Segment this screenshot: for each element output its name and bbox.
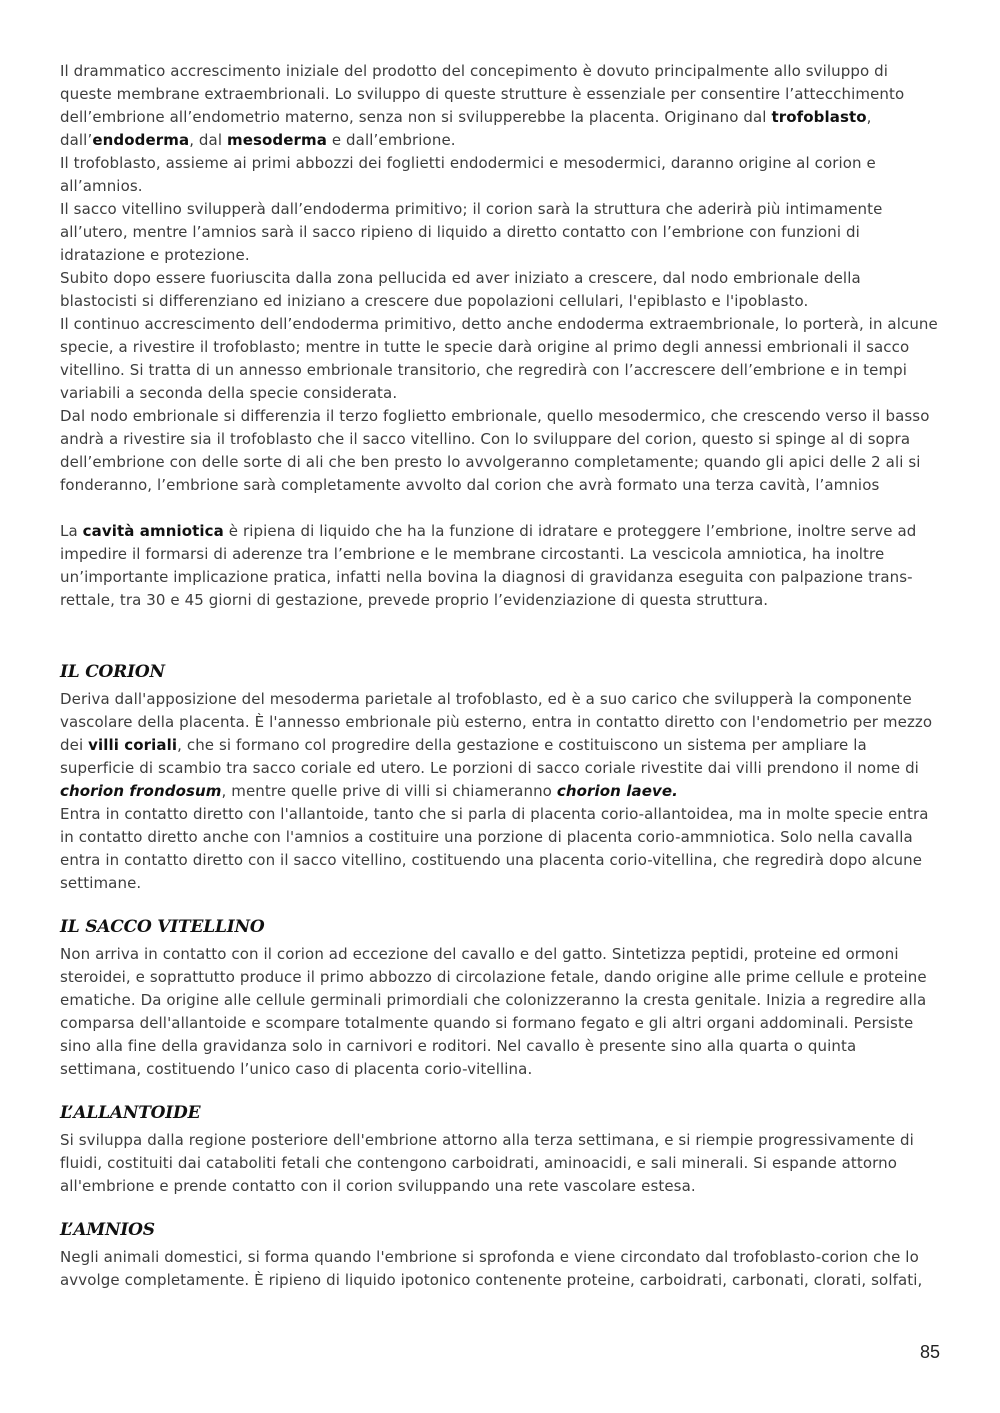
section-heading-sacco-vitellino: IL SACCO VITELLINO	[60, 917, 265, 937]
amnios-paragraph: Negli animali domestici, si forma quando l'embrione si sprofonda e viene circondato dal trofoblasto-corion che lo avvolge completamente. È ripieno di liquido ipotonico contenente proteine, carboidrati, carbonati, clorati, solfati,	[60, 1248, 923, 1289]
intro-paragraph-2: Il trofoblasto, assieme ai primi abbozzi dei foglietti endodermici e mesodermici, daranno origine al corion e all’amnios.	[60, 154, 876, 195]
intro-paragraph-4: Subito dopo essere fuoriuscita dalla zona pellucida ed aver iniziato a crescere, dal nodo embrionale della blastocisti si differenziano ed iniziano a crescere due popolazioni cellulari, l'epiblasto e l'ipoblasto.	[60, 269, 861, 310]
text-run: , dal	[189, 131, 227, 149]
intro-paragraph-1	[60, 60, 940, 152]
text-run: e dall’embrione.	[326, 131, 456, 149]
paragraph-spacer	[60, 497, 940, 520]
intro-paragraph-6: Dal nodo embrionale si differenzia il terzo foglietto embrionale, quello mesodermico, che crescendo verso il basso andrà a rivestire sia il trofoblasto che il sacco vitellino. Con lo sviluppare del corion, questo si spinge al di sopra dell’embrione con delle sorte di ali che ben presto lo avvolgeranno completamente; quando gli apici delle 2 ali si fonderanno, l’embrione sarà completamente avvolto dal corion che avrà formato una terza cavità, l’amnios	[60, 407, 930, 494]
intro-paragraph-3: Il sacco vitellino svilupperà dall’endoderma primitivo; il corion sarà la struttura che aderirà più intimamente all’utero, mentre l’amnios sarà il sacco ripieno di liquido a diretto contatto con l’embrione con funzioni di idratazione e protezione.	[60, 200, 883, 264]
text-run: è ripiena di liquido che ha la funzione di idratare e proteggere l’embrione, inoltre serve ad impedire il formarsi di aderenze tra l’embrione e le membrane circostanti. La vescicola amniotica, ha inoltre un’importante implicazione pratica, infatti nella bovina la diagnosi di gravidanza eseguita con palpazione trans-rettale, tra 30 e 45 giorni di gestazione, prevede proprio l’evidenziazione di questa struttura.	[60, 522, 917, 609]
text-run: Il drammatico accrescimento iniziale del prodotto del concepimento è dovuto principalmente allo sviluppo di queste membrane extraembrionali. Lo sviluppo di queste strutture è essenziale per consentire l’attecchimento dell’embrione all’endometrio materno, senza non si svilupperebbe la placenta. Originano dal	[60, 62, 905, 126]
keyword-trofoblasto: trofoblasto	[771, 108, 867, 126]
text-run: La	[60, 522, 83, 540]
keyword-chorion-frondosum: chorion frondosum	[60, 782, 222, 800]
allantoide-paragraph: Si sviluppa dalla regione posteriore dell'embrione attorno alla terza settimana, e si riempie progressivamente di fluidi, costituiti dai cataboliti fetali che contengono carboidrati, aminoacidi, e sali minerali. Si espande attorno all'embrione e prende contatto con il corion sviluppando una rete vascolare estesa.	[60, 1131, 914, 1195]
corion-paragraph-1	[60, 688, 940, 803]
corion-paragraph-2: Entra in contatto diretto con l'allantoide, tanto che si parla di placenta corio-allantoidea, ma in molte specie entra in contatto diretto anche con l'amnios a costituire una porzione di placenta corio-ammniotica. Solo nella cavalla entra in contatto diretto con il sacco vitellino, costituendo una placenta corio-vitellina, che regredirà dopo alcune settimane.	[60, 805, 929, 892]
keyword-endoderma: endoderma	[92, 131, 190, 149]
keyword-chorion-laeve: chorion laeve.	[556, 782, 678, 800]
section-heading-amnios: L’AMNIOS	[60, 1220, 155, 1240]
keyword-cavita-amniotica: cavità amniotica	[82, 522, 224, 540]
text-run: , dall’	[60, 108, 872, 149]
amniotic-cavity-paragraph	[60, 520, 940, 612]
keyword-mesoderma: mesoderma	[226, 131, 327, 149]
keyword-villi-coriali: villi coriali	[88, 736, 178, 754]
page-content	[60, 60, 940, 1292]
page-number: 85	[919, 1342, 940, 1362]
text-run: , mentre quelle prive di villi si chiameranno	[221, 782, 557, 800]
text-run: , che si formano col progredire della gestazione e costituiscono un sistema per ampliare la superficie di scambio tra sacco coriale ed utero. Le porzioni di sacco coriale rivestite dai villi prendono il nome di	[60, 736, 919, 777]
section-heading-allantoide: L’ALLANTOIDE	[60, 1103, 201, 1123]
intro-paragraph-5: Il continuo accrescimento dell’endoderma primitivo, detto anche endoderma extraembrionale, lo porterà, in alcune specie, a rivestire il trofoblasto; mentre in tutte le specie darà origine al primo degli annessi embrionali il sacco vitellino. Si tratta di un annesso embrionale transitorio, che regredirà con l’accrescere dell’embrione e in tempi variabili a seconda della specie considerata.	[60, 315, 938, 402]
text-run: Deriva dall'apposizione del mesoderma parietale al trofoblasto, ed è a suo carico che svilupperà la componente vascolare della placenta. È l'annesso embrionale più esterno, entra in contatto diretto con l'endometrio per mezzo dei	[60, 690, 933, 754]
section-heading-corion: IL CORION	[60, 662, 165, 682]
sacco-vitellino-paragraph: Non arriva in contatto con il corion ad eccezione del cavallo e del gatto. Sintetizza peptidi, proteine ed ormoni steroidei, e soprattutto produce il primo abbozzo di circolazione fetale, dando origine alle prime cellule e proteine ematiche. Da origine alle cellule germinali primordiali che colonizzeranno la cresta genitale. Inizia a regredire alla comparsa dell'allantoide e scompare totalmente quando si formano fegato e gli altri organi addominali. Persiste sino alla fine della gravidanza solo in carnivori e roditori. Nel cavallo è presente sino alla quarta o quinta settimana, costituendo l’unico caso di placenta corio-vitellina.	[60, 945, 927, 1078]
